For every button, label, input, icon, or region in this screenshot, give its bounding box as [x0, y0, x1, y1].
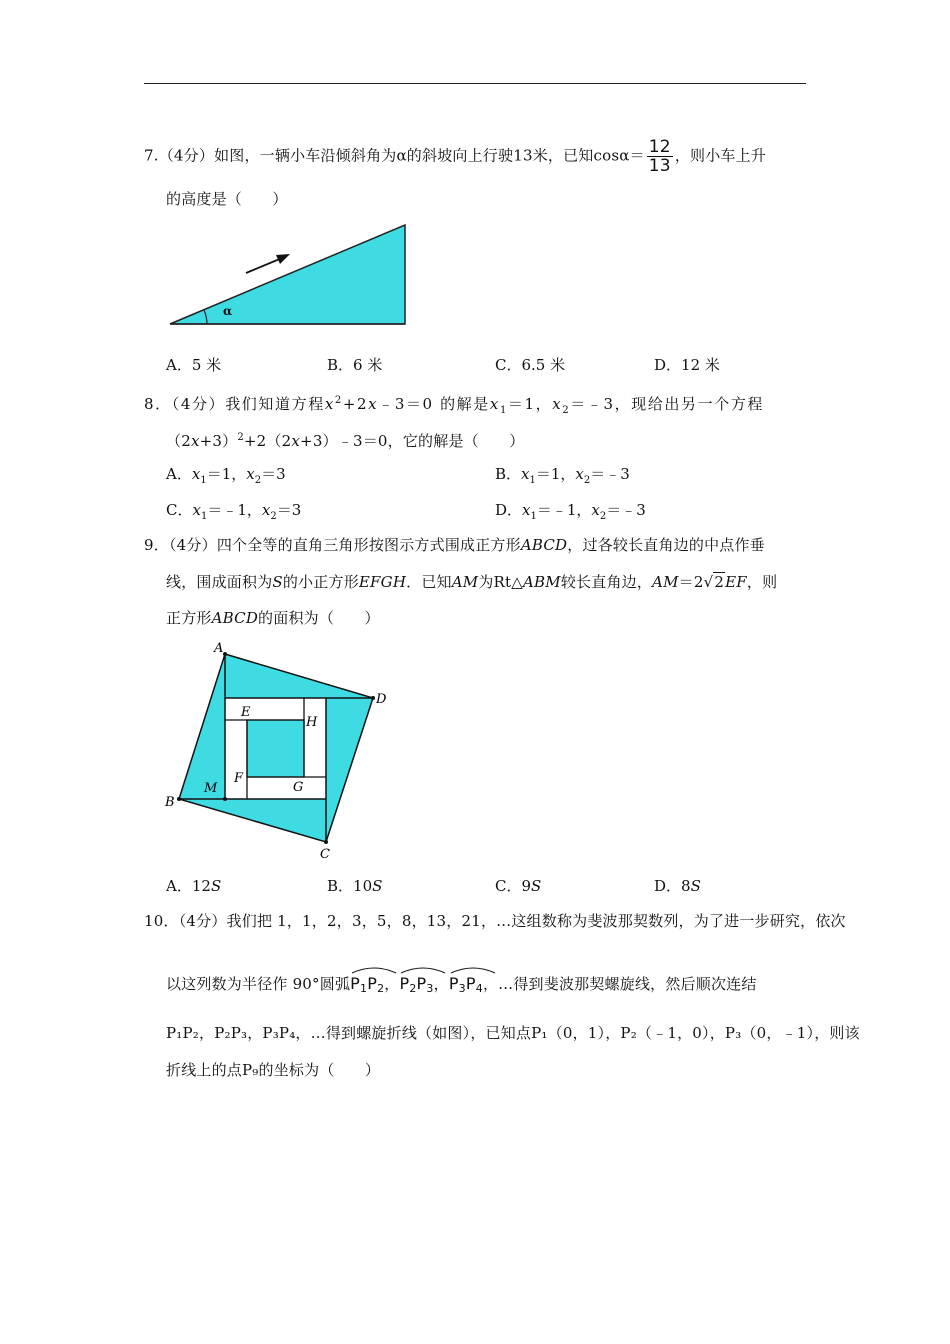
q9-option-b[interactable]: B．10S: [327, 877, 383, 895]
direction-arrow: [246, 258, 282, 273]
label-f: F: [234, 771, 244, 786]
dot-b: [177, 797, 181, 801]
q9-option-d[interactable]: D．8S: [654, 877, 701, 895]
q7-line2: 的高度是（ ）: [166, 190, 288, 208]
dot-d: [371, 696, 375, 700]
q7-score: （4分）: [158, 146, 215, 165]
q9-option-a[interactable]: A．12S: [166, 877, 222, 895]
label-c: C: [320, 847, 330, 862]
q8-option-a[interactable]: A．$x_1=1$，$x_2=3$: [166, 465, 286, 486]
q10-line1: 10．（4分）我们把 1，1，2，3，5，8，13，21，…这组数称为斐波那契数列，为了进一步研究，依次: [144, 912, 846, 930]
label-d: D: [376, 692, 387, 707]
label-a: A: [214, 641, 224, 656]
q7-text-b: ，则小车上升: [674, 146, 767, 165]
arrow-head-icon: [276, 254, 290, 264]
arc-p2p3: P2P3: [399, 970, 433, 999]
arc-p3p4: P3P4: [449, 970, 483, 999]
q7-fraction: [647, 138, 673, 175]
square-efgh: [247, 720, 304, 777]
q8-option-b[interactable]: B．$x_1=1$，$x_2=﹣3$: [495, 465, 630, 486]
q8-option-d[interactable]: D．$x_1=﹣1$，$x_2=﹣3$: [495, 501, 646, 522]
q10-line2: 以这列数为半径作 90°圆弧 P1P2， P2P3， P3P4，…得到斐波那契螺旋线，然后顺次连结: [166, 970, 757, 999]
q8-line1: 8．（4分）我们知道方程$x^2+2x﹣3=0$ 的解是$x_1=1$，$x_2=﹣3$，现给出另一个方程: [144, 395, 765, 416]
q7-number: 7.: [144, 146, 159, 165]
q7-option-a[interactable]: A．5 米: [166, 356, 222, 374]
label-g: G: [293, 780, 304, 795]
q7-frac-den: 13: [648, 156, 671, 176]
header-rule: [144, 83, 806, 84]
q7-option-c[interactable]: C．6.5 米: [495, 356, 566, 374]
q9-square-figure: [160, 636, 400, 866]
q7-line1: [144, 138, 766, 175]
q7-option-b[interactable]: B．6 米: [327, 356, 383, 374]
q9-line3: 正方形ABCD的面积为（ ）: [166, 609, 380, 627]
label-b: B: [165, 795, 175, 810]
q7-slope-figure: [160, 218, 420, 330]
q9-option-c[interactable]: C．9S: [495, 877, 542, 895]
alpha-label: α: [223, 304, 233, 318]
q9-line2: 线，围成面积为S的小正方形EFGH．已知AM为Rt△ABM较长直角边，AM＝2√2EF，则: [166, 573, 778, 591]
q7-option-d[interactable]: D．12 米: [654, 356, 720, 374]
q9-line1: 9．（4分）四个全等的直角三角形按图示方式围成正方形ABCD，过各较长直角边的中点作垂: [144, 536, 765, 554]
q10-line4: 折线上的点P₉的坐标为（ ）: [166, 1061, 381, 1079]
q8-option-c[interactable]: C．$x_1=﹣1$，$x_2=3$: [166, 501, 302, 522]
label-e: E: [241, 705, 251, 720]
arc-p1p2: P1P2: [350, 970, 384, 999]
dot-m: [223, 797, 227, 801]
label-h: H: [306, 715, 318, 730]
label-m: M: [204, 781, 218, 796]
q10-line3: P₁P₂，P₂P₃，P₃P₄，…得到螺旋折线（如图），已知点P₁（0，1），P₂（﹣1，0），P₃（0，﹣1），则该: [166, 1024, 860, 1042]
sqrt-two: √2: [703, 573, 725, 591]
slope-triangle: [170, 225, 405, 324]
dot-a: [223, 652, 227, 656]
q8-line2: $(2x+3)^2+2(2x+3)﹣3=0$，它的解是（ ）: [166, 432, 525, 450]
q7-frac-num: 12: [648, 137, 671, 157]
dot-c: [324, 840, 328, 844]
q7-text-a: 如图，一辆小车沿倾斜角为α的斜坡向上行驶13米，已知cosα＝: [214, 146, 645, 165]
